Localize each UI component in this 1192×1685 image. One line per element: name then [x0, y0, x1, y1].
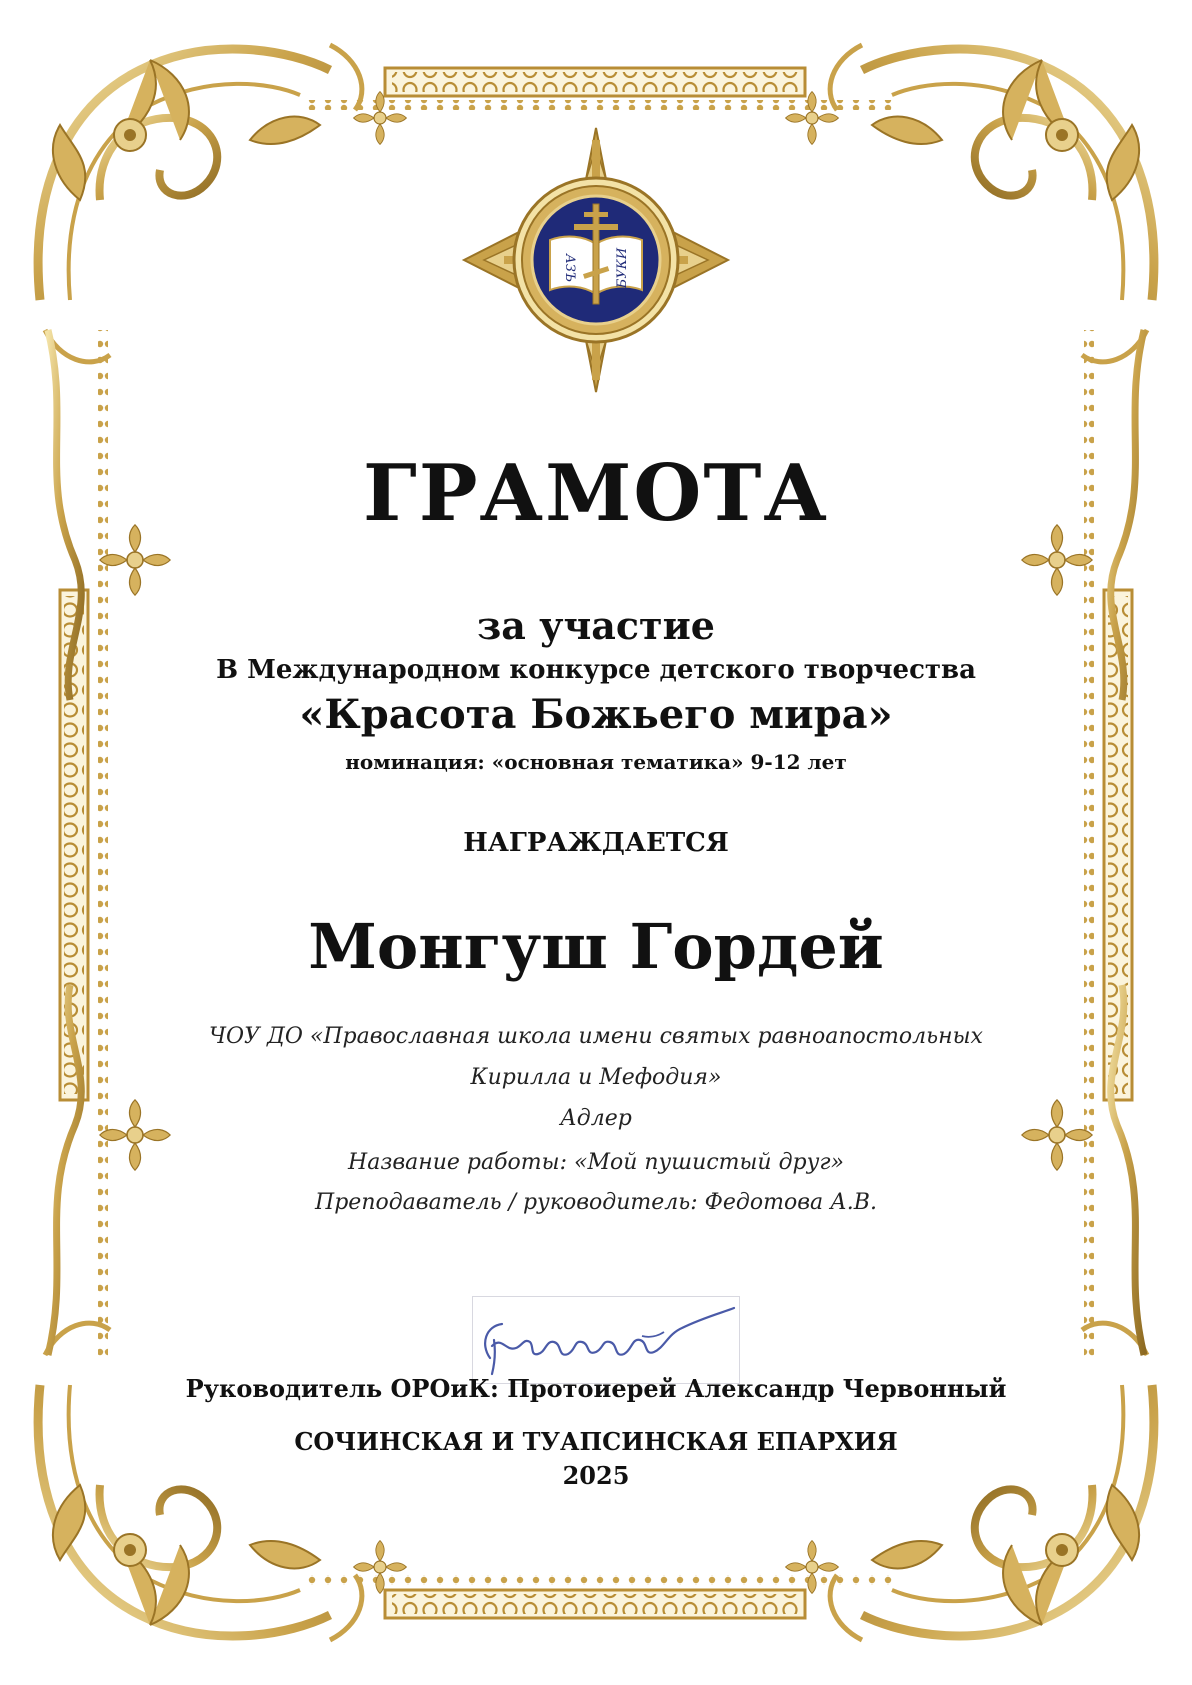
contest-name: «Красота Божьего мира»	[299, 691, 893, 738]
certificate-year: 2025	[562, 1461, 630, 1490]
awarded-label: НАГРАЖДАЕТСЯ	[463, 828, 729, 858]
school-line-1: ЧОУ ДО «Православная школа имени святых равноапостольных	[209, 1024, 983, 1049]
city-line: Адлер	[560, 1106, 632, 1131]
participation-line: за участие	[477, 603, 715, 648]
recipient-name: Монгуш Гордей	[308, 910, 884, 983]
emblem-left-text: АЗЪ	[562, 253, 577, 283]
school-line-2: Кирилла и Мефодия»	[470, 1065, 722, 1090]
signature-image	[472, 1296, 740, 1384]
contest-line: В Международном конкурсе детского творчества	[216, 655, 976, 685]
certificate-title: ГРАМОТА	[363, 448, 829, 539]
diocese-name: СОЧИНСКАЯ И ТУАПСИНСКАЯ ЕПАРХИЯ	[294, 1427, 898, 1456]
diocese-emblem	[461, 120, 731, 410]
emblem-right-text: БУКИ	[615, 247, 630, 289]
teacher-line: Преподаватель / руководитель: Федотова А.В.	[315, 1190, 877, 1215]
work-title-line: Название работы: «Мой пушистый друг»	[348, 1150, 844, 1175]
nomination-line: номинация: «основная тематика» 9-12 лет	[345, 750, 847, 774]
head-signature-line: Руководитель ОРОиК: Протоиерей Александр Червонный	[185, 1374, 1007, 1403]
